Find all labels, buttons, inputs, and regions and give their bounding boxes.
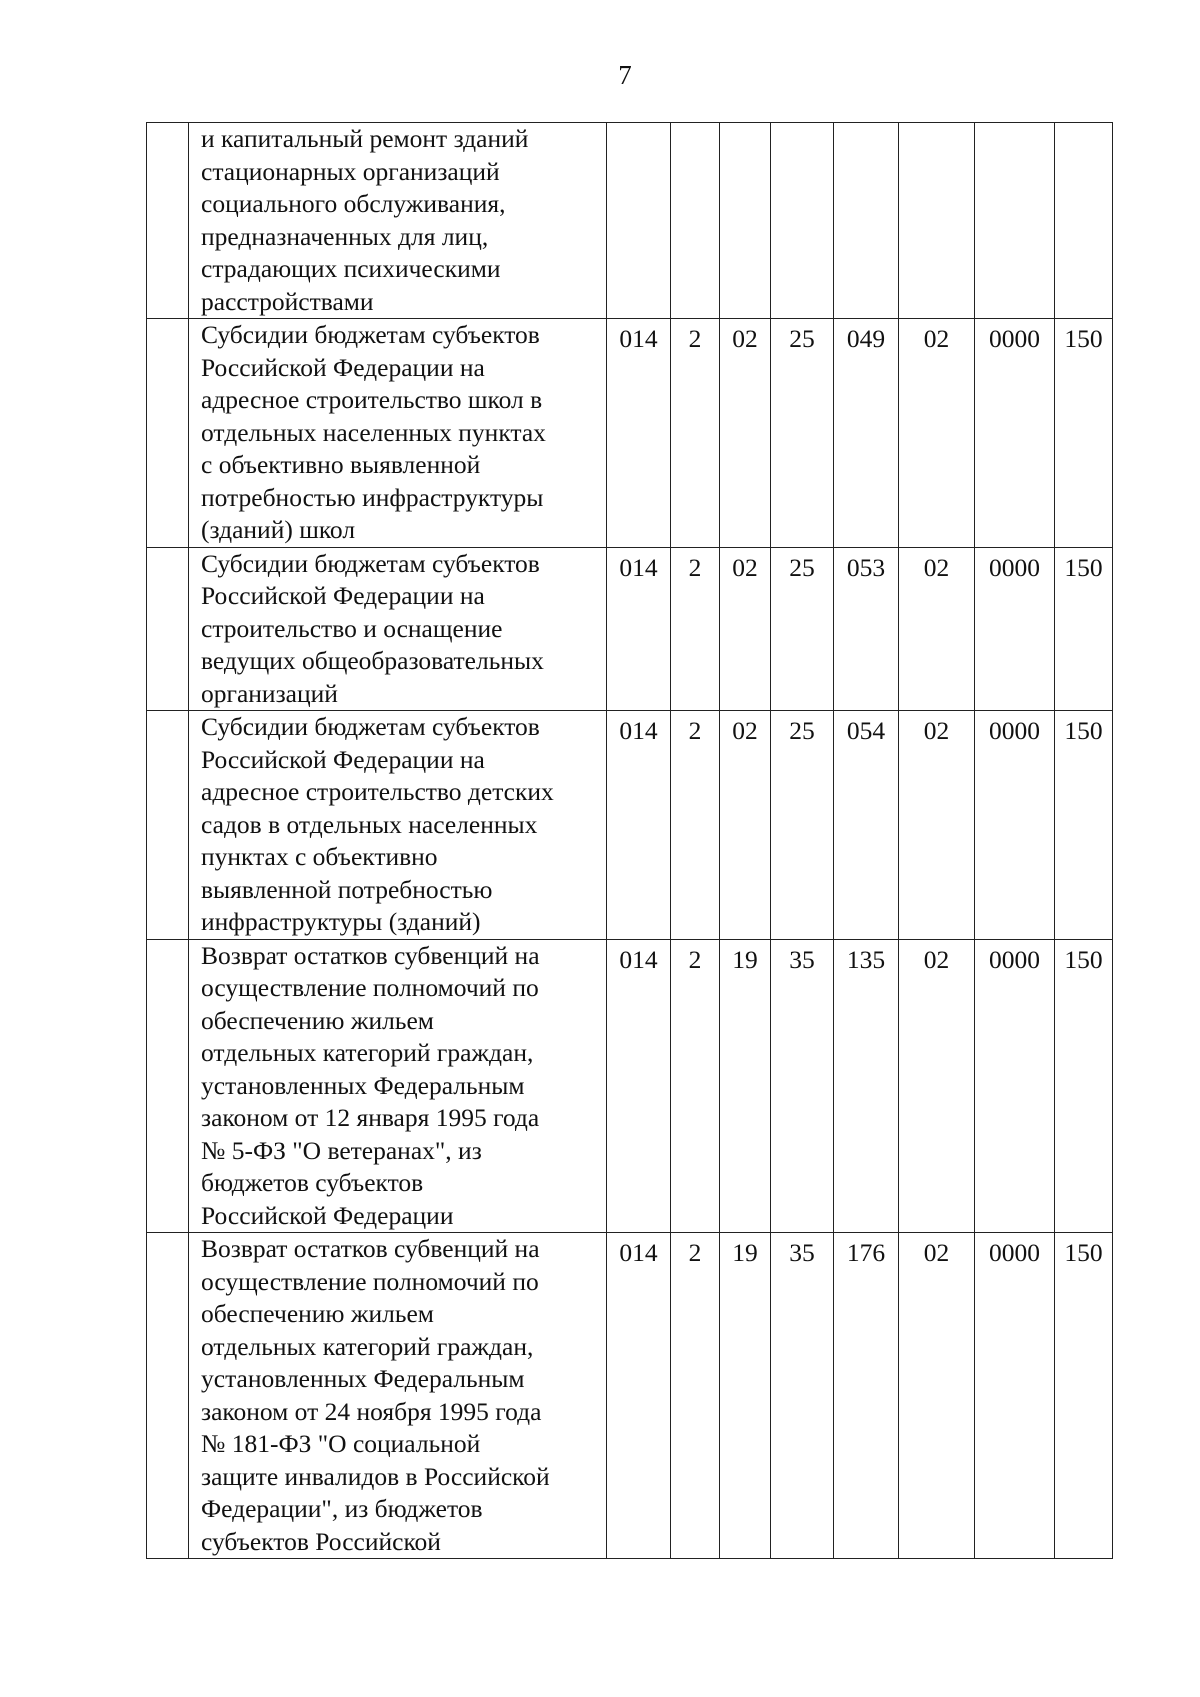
article-code-cell: 25 xyxy=(771,547,834,711)
group-code-cell: 2 xyxy=(671,711,720,940)
description-line: защите инвалидов в Российской xyxy=(201,1461,550,1491)
description-line: Российской Федерации на xyxy=(201,581,485,610)
description-cell xyxy=(189,1233,607,1559)
subgroup-code-cell: 02 xyxy=(720,711,771,940)
description-line: осуществление полномочий по xyxy=(201,1266,539,1296)
table-row xyxy=(147,1233,1113,1559)
table-row xyxy=(147,711,1113,940)
admin-code-cell: 014 xyxy=(607,319,671,548)
group-code-cell: 2 xyxy=(671,939,720,1233)
description-line: страдающих психическими xyxy=(201,254,501,283)
subarticle-code-cell: 053 xyxy=(834,547,899,711)
element-code-cell: 02 xyxy=(899,547,975,711)
description-line: установленных Федеральным xyxy=(201,1364,525,1393)
description-line: законом от 24 ноября 1995 года xyxy=(201,1396,542,1426)
program-code-cell xyxy=(975,123,1055,319)
subgroup-code-cell: 02 xyxy=(720,319,771,548)
description-line: адресное строительство школ в xyxy=(201,385,543,414)
admin-code-cell: 014 xyxy=(607,1233,671,1559)
element-code-cell: 02 xyxy=(899,1233,975,1559)
description-line: обеспечению жильем xyxy=(201,1299,434,1328)
element-code-cell xyxy=(899,123,975,319)
description-line: ведущих общеобразовательных xyxy=(201,646,544,675)
admin-code-cell xyxy=(607,123,671,319)
subgroup-code-cell xyxy=(720,123,771,319)
description-line: Возврат остатков субвенций на xyxy=(201,940,540,970)
subgroup-code-cell: 19 xyxy=(720,939,771,1233)
element-code-cell: 02 xyxy=(899,319,975,548)
page-number: 7 xyxy=(618,60,632,90)
description-line: садов в отдельных населенных xyxy=(201,809,538,839)
description-line: и капитальный ремонт зданий xyxy=(201,124,529,153)
description-line: бюджетов субъектов xyxy=(201,1168,424,1197)
classification-code-cell: 150 xyxy=(1055,939,1113,1233)
row-number-cell xyxy=(147,123,189,319)
description-line: Возврат остатков субвенций на xyxy=(201,1234,540,1263)
article-code-cell: 35 xyxy=(771,1233,834,1559)
element-code-cell: 02 xyxy=(899,939,975,1233)
description-line: № 181-ФЗ "О социальной xyxy=(201,1429,481,1458)
subarticle-code-cell xyxy=(834,123,899,319)
subgroup-code-cell: 19 xyxy=(720,1233,771,1559)
description-line: субъектов Российской xyxy=(201,1526,441,1556)
description-line: № 5-ФЗ "О ветеранах", из xyxy=(201,1135,482,1165)
admin-code-cell: 014 xyxy=(607,711,671,940)
description-cell xyxy=(189,319,607,548)
description-line: расстройствами xyxy=(201,286,374,316)
description-line: (зданий) школ xyxy=(201,515,356,544)
budget-classification-table xyxy=(146,122,1113,1559)
table-row xyxy=(147,939,1113,1233)
program-code-cell: 0000 xyxy=(975,547,1055,711)
description-line: законом от 12 января 1995 года xyxy=(201,1103,540,1132)
description-line: отдельных категорий граждан, xyxy=(201,1331,534,1361)
group-code-cell: 2 xyxy=(671,319,720,548)
table-row xyxy=(147,123,1113,319)
classification-code-cell: 150 xyxy=(1055,1233,1113,1559)
row-number-cell xyxy=(147,547,189,711)
subarticle-code-cell: 054 xyxy=(834,711,899,940)
article-code-cell xyxy=(771,123,834,319)
description-line: Российской Федерации на xyxy=(201,352,485,382)
description-line: стационарных организаций xyxy=(201,156,500,186)
description-line: отдельных населенных пунктах xyxy=(201,417,546,447)
description-line: отдельных категорий граждан, xyxy=(201,1038,534,1067)
subarticle-code-cell: 135 xyxy=(834,939,899,1233)
article-code-cell: 25 xyxy=(771,711,834,940)
description-cell xyxy=(189,547,607,711)
subarticle-code-cell: 049 xyxy=(834,319,899,548)
program-code-cell: 0000 xyxy=(975,319,1055,548)
article-code-cell: 25 xyxy=(771,319,834,548)
description-line: Российской Федерации xyxy=(201,1200,454,1230)
description-line: обеспечению жильем xyxy=(201,1005,434,1035)
row-number-cell xyxy=(147,319,189,548)
description-line: Субсидии бюджетам субъектов xyxy=(201,320,540,349)
admin-code-cell: 014 xyxy=(607,547,671,711)
description-cell xyxy=(189,711,607,940)
description-line: Субсидии бюджетам субъектов xyxy=(201,548,540,578)
description-line: потребностью инфраструктуры xyxy=(201,482,544,512)
row-number-cell xyxy=(147,1233,189,1559)
description-line: Субсидии бюджетам субъектов xyxy=(201,712,540,741)
description-line: адресное строительство детских xyxy=(201,777,554,806)
description-line: инфраструктуры (зданий) xyxy=(201,907,481,936)
group-code-cell xyxy=(671,123,720,319)
description-line: Федерации", из бюджетов xyxy=(201,1494,483,1523)
row-number-cell xyxy=(147,711,189,940)
admin-code-cell: 014 xyxy=(607,939,671,1233)
description-cell xyxy=(189,939,607,1233)
description-line: пунктах с объективно xyxy=(201,842,438,871)
subarticle-code-cell: 176 xyxy=(834,1233,899,1559)
description-line: организаций xyxy=(201,678,338,708)
element-code-cell: 02 xyxy=(899,711,975,940)
program-code-cell: 0000 xyxy=(975,939,1055,1233)
article-code-cell: 35 xyxy=(771,939,834,1233)
description-line: осуществление полномочий по xyxy=(201,973,539,1002)
description-line: предназначенных для лиц, xyxy=(201,221,489,251)
description-line: строительство и оснащение xyxy=(201,613,503,643)
group-code-cell: 2 xyxy=(671,547,720,711)
description-line: с объективно выявленной xyxy=(201,450,481,479)
program-code-cell: 0000 xyxy=(975,1233,1055,1559)
table-row xyxy=(147,319,1113,548)
description-line: выявленной потребностью xyxy=(201,874,493,904)
subgroup-code-cell: 02 xyxy=(720,547,771,711)
classification-code-cell: 150 xyxy=(1055,547,1113,711)
program-code-cell: 0000 xyxy=(975,711,1055,940)
classification-code-cell xyxy=(1055,123,1113,319)
description-line: Российской Федерации на xyxy=(201,744,485,774)
classification-code-cell: 150 xyxy=(1055,711,1113,940)
description-line: установленных Федеральным xyxy=(201,1070,525,1100)
description-cell xyxy=(189,123,607,319)
row-number-cell xyxy=(147,939,189,1233)
table-row xyxy=(147,547,1113,711)
group-code-cell: 2 xyxy=(671,1233,720,1559)
description-line: социального обслуживания, xyxy=(201,189,506,218)
classification-code-cell: 150 xyxy=(1055,319,1113,548)
